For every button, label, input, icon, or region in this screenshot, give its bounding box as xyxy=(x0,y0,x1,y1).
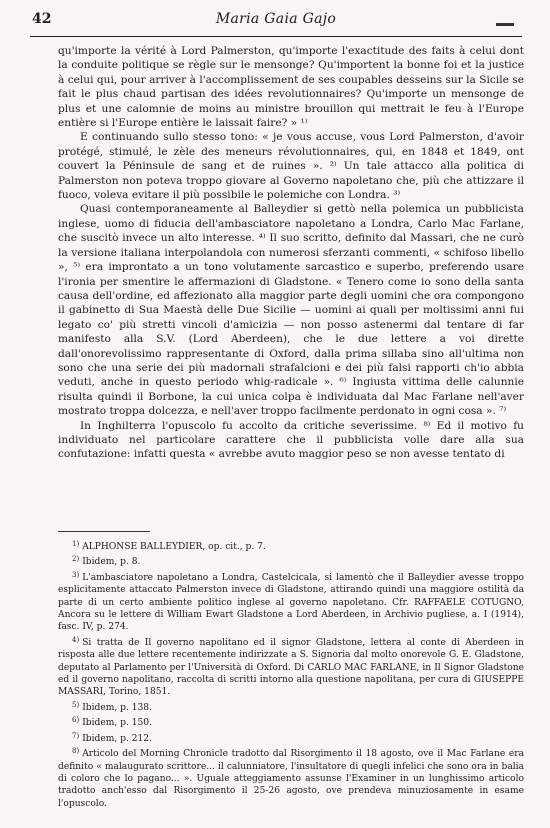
body-paragraph-4: In Inghilterra l'opuscolo fu accolto da critiche severissime. ⁸⁾ Ed il motivo fu individuato nel particolare carattere che il pubblicista volle dare alla sua confutazione: infatti questa « avrebbe avuto maggior peso se non avesse tentato di xyxy=(58,419,524,461)
footnote-number: 7) xyxy=(72,731,80,740)
footnote-number: 1) xyxy=(72,540,80,548)
footnote xyxy=(58,634,524,699)
footnote-number: 5) xyxy=(72,700,80,709)
running-title: Maria Gaia Gajo xyxy=(215,11,337,27)
footnote-number: 2) xyxy=(72,555,80,564)
footnote xyxy=(58,730,524,745)
footnote-text: Ibidem, p. 138. xyxy=(82,702,152,713)
footnotes xyxy=(58,538,524,810)
footnote xyxy=(58,714,524,729)
body-paragraph-3: Quasi contemporaneamente al Balleydier si gettò nella polemica un pubblicista inglese, uomo di fiducia dell'ambasciatore napoletano a Londra, Carlo Mac Farlane, che suscitò invece un alto interesse. ⁴⁾ Il suo scritto, definito dal Massari, che ne curò la versione italiana interpolandola con numerosi sferzanti commenti, « schifoso libello », ⁵⁾ era improntato a un tono volutamente sarcastico e superbo, preferendo usare l'ironia per smentire le affermazioni di Gladstone. « Tenero come io sono della santa causa dell'ordine, ed affezionato alla maggior parte degli uomini che ora compongono il gabinetto di Sua Maestà delle Due Sicilie — uomini ai quali per moltissimi anni fui legato co' più stretti vincoli d'amicizia — non posso astenermi dal tentare di far manifesto alla S.V. (Lord Aberdeen), che le due lettere a voi dirette dall'onorevolissimo rappresentante di Oxford, dalla prima sillaba sino all'ultima non sono che una serie dei più madornali strafalcioni e dei più falsi rapporti ch'io abbia veduti, anche in questo periodo whig-radicale ». ⁶⁾ Ingiusta vittima delle calunnie risulta quindi il Borbone, la cui unica colpa è individuata dal Mac Farlane nell'aver mostrato troppa dolcezza, e nell'aver troppo facilmente perdonato in ogni cosa ». ⁷⁾ xyxy=(58,203,524,418)
footnote-text: Articolo del Morning Chronicle tradotto dal Risorgimento il 18 agosto, ove il Mac Farlane era definito « malaugurato scrittore... il calunniatore, l'insultatore di quegli infelici che sono ora in balia di coloro che lo pagano... ». Uguale atteggiamento assunse l'Examiner in un lunghissimo articolo tradotto anch'esso dal Risorgimento il 25-26 agosto, ove prendeva minuziosamente in esame l'opuscolo. xyxy=(58,749,524,809)
footnote-number: 4) xyxy=(72,635,80,644)
footnote-number: 6) xyxy=(72,716,80,725)
footnote-number: 8) xyxy=(72,747,80,756)
footnote xyxy=(58,699,524,714)
header-mark xyxy=(496,23,514,26)
footnote-text: Si tratta de Il governo napolitano ed il signor Gladstone, lettera al conte di Aberdeen in risposta alle due lettere recentemente indirizzate a S. Signoria dal molto onorevole G. E. Gladstone, deputato al Parlamento per l'Università di Oxford. Di CARLO MAC FARLANE, in Il Signor Gladstone ed il governo napolitano, raccolta di scritti intorno alla questione napolitana, per cura di GIUSEPPE MASSARI, Torino, 1851. xyxy=(58,637,524,698)
footnote-text: ALPHONSE BALLEYDIER, op. cit., p. 7. xyxy=(82,542,266,552)
footnote-divider xyxy=(58,531,150,532)
footnote-text: Ibidem, p. 212. xyxy=(82,733,152,744)
body-paragraph-1: qu'importe la vérité à Lord Palmerston, qu'importe l'exactitude des faits à celui dont la conduite politique se règle sur le mensonge? Qu'importent la bonne foi et la justice à celui qui, pour arriver à l'accomplissement de ses coupables desseins sur la Sicile se fait le plus chaud partisan des idées revolutionnaires? Qu'importe un mensonge de plus et une calomnie de moins au ministre brouillon qui mettrait le feu à l'Europe entière si l'Europe entière le laissait faire? » ¹⁾ xyxy=(58,45,524,130)
page-number: 42 xyxy=(32,11,52,27)
footnote xyxy=(58,538,524,553)
footnote xyxy=(58,745,524,810)
footnote xyxy=(58,569,524,634)
page-header xyxy=(30,8,522,37)
footnote-text: L'ambasciatore napoletano a Londra, Castelcicala, si lamentò che il Balleydier avesse troppo esplicitamente attaccato Palmerston invece di Gladstone, attirando quindi una maggiore ostilità da parte di un certo ambiente politico inglese al governo napoletano. Cfr. RAFFAELE COTUGNO, Ancora su le lettere di William Ewart Gladstone a Lord Aberdeen, in Archivio pugliese, a. I (1914), fasc. IV, p. 274. xyxy=(58,572,524,633)
main-text xyxy=(58,44,524,462)
footnote-text: Ibidem, p. 8. xyxy=(82,557,141,568)
footnote-number: 3) xyxy=(72,570,80,579)
body-paragraph-2: E continuando sullo stesso tono: « je vous accuse, vous Lord Palmerston, d'avoir protégé, stimulé, le zèle des meneurs révolutionnaires, qui, en 1848 et 1849, ont couvert la Péninsule de sang et de ruines ». ²⁾ Un tale attacco alla politica di Palmerston non poteva troppo giovare al Governo napoletano che, più che attizzare il fuoco, voleva evitare il più possibile le polemiche con Londra. ³⁾ xyxy=(58,131,524,202)
footnote xyxy=(58,553,524,568)
footnote-text: Ibidem, p. 150. xyxy=(82,718,152,729)
